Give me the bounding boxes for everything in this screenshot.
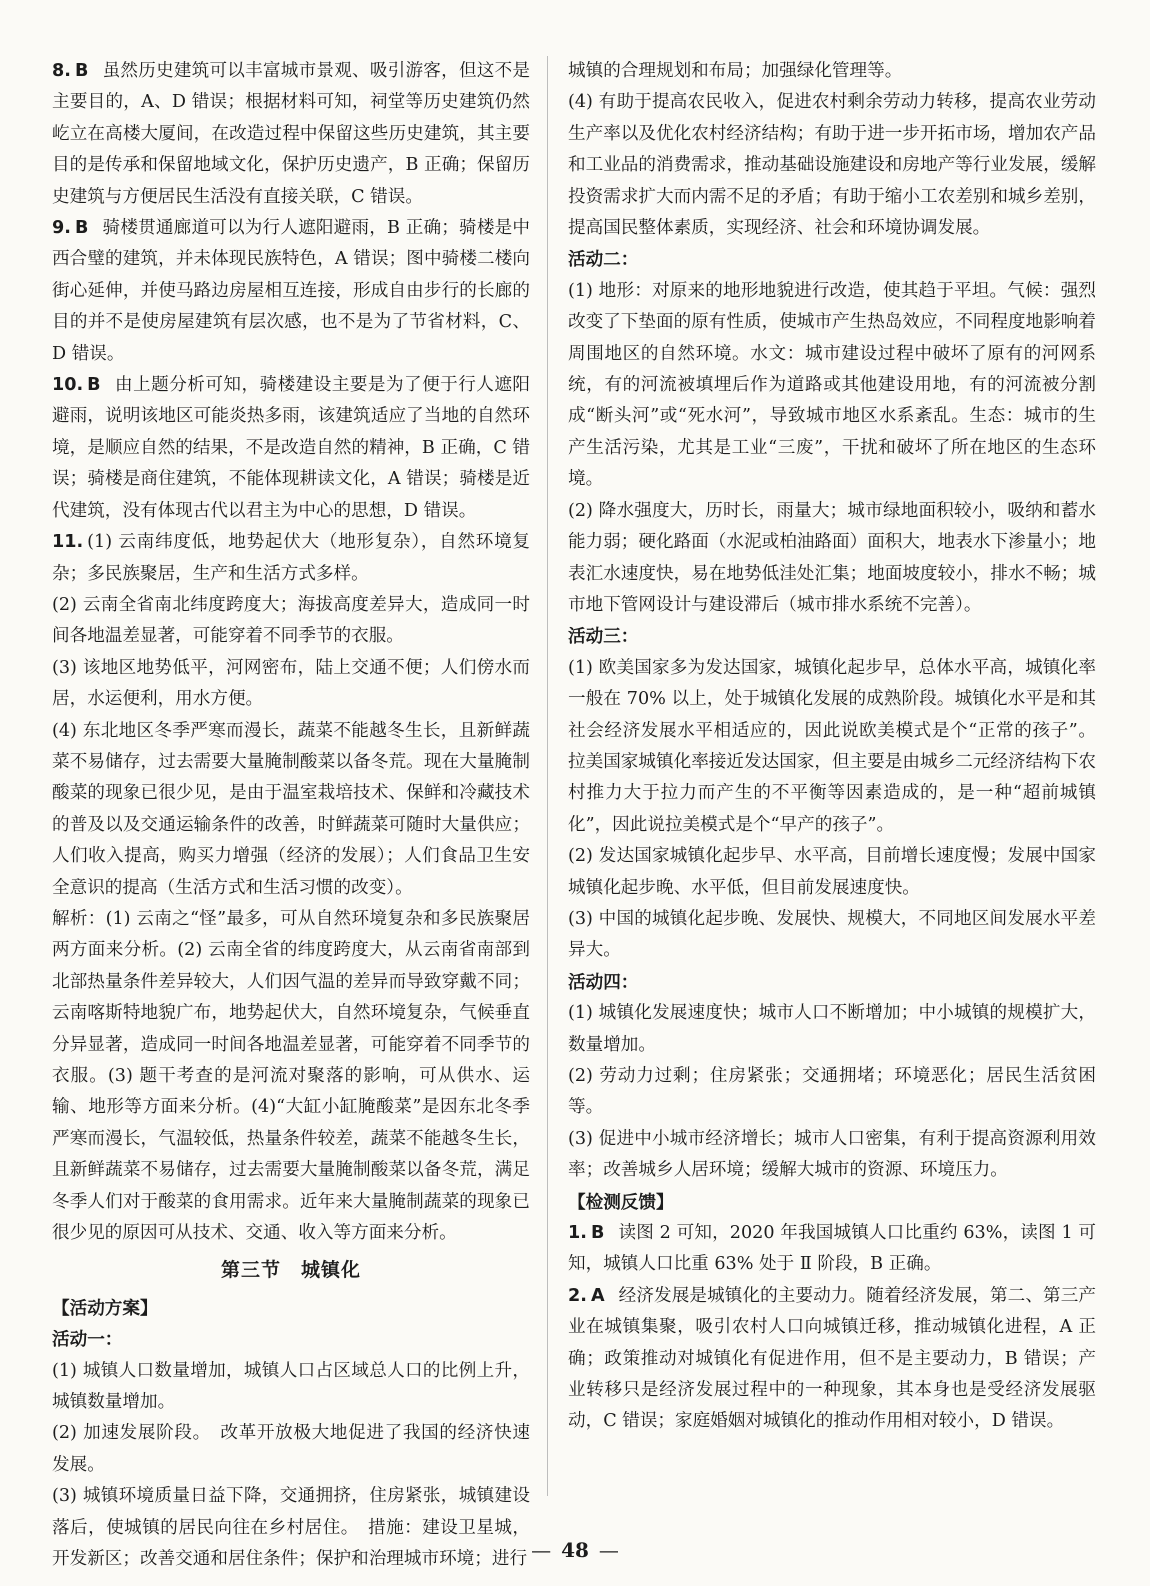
page-footer bbox=[0, 1538, 1150, 1562]
answer-explanation: 虽然历史建筑可以丰富城市景观、吸引游客，但这不是主要目的，A、D 错误；根据材料可知，祠堂等历史建筑仍然屹立在高楼大厦间，在改造过程中保留这些历史建筑，其主要目的是传承和保留地域文化，保护历史遗产，B 正确；保留历史建筑与方便居民生活没有直接关联，C 错误。 bbox=[52, 61, 530, 207]
answer-choice: B bbox=[74, 218, 89, 239]
answer-paragraph: (4) 东北地区冬季严寒而漫长，蔬菜不能越冬生长，且新鲜蔬菜不易储存，过去需要大量腌制酸菜以备冬荒。现在大量腌制酸菜的现象已很少见，是由于温室栽培技术、保鲜和冷藏技术的普及以及交通运输条件的改善，时鲜蔬菜可随时大量供应；人们收入提高，购买力增强（经济的发展）；人们食品卫生安全意识的提高（生活方式和生活习惯的改变）。 bbox=[52, 720, 530, 898]
answer-choice: A bbox=[590, 1285, 605, 1306]
activity-heading: 活动二： bbox=[568, 249, 639, 271]
footer-dash-right: — bbox=[598, 1538, 619, 1562]
answer-paragraph: (2) 云南全省南北纬度跨度大；海拔高度差异大，造成同一时间各地温差显著，可能穿着不同季节的衣服。 bbox=[52, 594, 530, 647]
answer-explanation: 读图 2 可知，2020 年我国城镇人口比重约 63%，读图 1 可知，城镇人口比重 63% 处于 Ⅱ 阶段，B 正确。 bbox=[568, 1223, 1096, 1275]
question-answer bbox=[568, 1218, 1096, 1281]
answer-paragraph: (3) 该地区地势低平，河网密布，陆上交通不便；人们傍水而居，水运便利，用水方便。 bbox=[52, 657, 530, 710]
question-number: 9. bbox=[52, 218, 71, 239]
answer-explanation: 骑楼贯通廊道可以为行人遮阳避雨，B 正确；骑楼是中西合璧的建筑，并未体现民族特色，A 错误；图中骑楼二楼向街心延伸，并使马路边房屋相互连接，形成自由步行的长廊的目的并不是使房屋建筑有层次感，也不是为了节省材料，C、D 错误。 bbox=[52, 218, 530, 364]
question-answer bbox=[52, 527, 530, 590]
left-column bbox=[52, 56, 530, 1576]
answer-paragraph: (2) 劳动力过剩；住房紧张；交通拥堵；环境恶化；居民生活贫困等。 bbox=[568, 1066, 1096, 1118]
answer-explanation: 由上题分析可知，骑楼建设主要是为了便于行人遮阳避雨，说明该地区可能炎热多雨，该建筑适应了当地的自然环境，是顺应自然的结果，不是改造自然的精神，B 正确，C 错误；骑楼是商住建筑，不能体现耕读文化，A 错误；骑楼是近代建筑，没有体现古代以君主为中心的思想，D 错误。 bbox=[52, 375, 530, 521]
column-divider bbox=[547, 56, 548, 1496]
activity-heading: 【检测反馈】 bbox=[568, 1191, 674, 1213]
right-column bbox=[568, 56, 1096, 1438]
page-number: 48 bbox=[561, 1538, 589, 1562]
answer-choice: B bbox=[74, 61, 89, 81]
activity-heading: 活动四： bbox=[568, 971, 639, 993]
answer-paragraph: (3) 促进中小城市经济增长；城市人口密集，有利于提高资源利用效率；改善城乡人居环境；缓解大城市的资源、环境压力。 bbox=[568, 1128, 1096, 1181]
answer-paragraph: (1) 城镇化发展速度快；城市人口不断增加；中小城镇的规模扩大，数量增加。 bbox=[568, 1003, 1096, 1055]
answer-paragraph: (2) 加速发展阶段。 改革开放极大地促进了我国的经济快速发展。 bbox=[52, 1423, 530, 1475]
answer-paragraph: (2) 发达国家城镇化起步早、水平高，目前增长速度慢；发展中国家城镇化起步晚、水平低，但目前发展速度快。 bbox=[568, 846, 1096, 898]
activity-heading: 活动一： bbox=[52, 1329, 123, 1351]
answer-choice: B bbox=[590, 1223, 605, 1244]
answer-explanation: 经济发展是城镇化的主要动力。随着经济发展，第二、第三产业在城镇集聚，吸引农村人口向城镇迁移，推动城镇化进程，A 正确；政策推动对城镇化有促进作用，但不是主要动力，B 错误；产业转移只是经济发展过程中的一种现象，其本身也是受经济发展驱动，C 错误；家庭婚姻对城镇化的推动作用相对较小，D 错误。 bbox=[568, 1285, 1096, 1432]
activity-heading: 活动三： bbox=[568, 626, 639, 648]
question-answer bbox=[52, 370, 530, 527]
answer-paragraph: (2) 降水强度大，历时长，雨量大；城市绿地面积较小，吸纳和蓄水能力弱；硬化路面（水泥或柏油路面）面积大，地表水下渗量小；地表汇水速度快，易在地势低洼处汇集；地面坡度较小，排水不畅；城市地下管网设计与建设滞后（城市排水系统不完善）。 bbox=[568, 500, 1096, 615]
question-number: 2. bbox=[568, 1285, 587, 1306]
question-number: 1. bbox=[568, 1223, 587, 1244]
section-title: 第三节 城镇化 bbox=[220, 1259, 361, 1282]
answer-paragraph: (1) 欧美国家多为发达国家，城镇化起步早，总体水平高，城镇化率一般在 70% 以上，处于城镇化发展的成熟阶段。城镇化水平是和其社会经济发展水平相适应的，因此说欧美模式是个“正常的孩子”。拉美国家城镇化率接近发达国家，但主要是由城乡二元经济结构下农村推力大于拉力而产生的不平衡等因素造成的，是一种“超前城镇化”，因此说拉美模式是个“早产的孩子”。 bbox=[568, 657, 1096, 835]
question-number: 8. bbox=[52, 61, 71, 81]
answer-paragraph: 解析：(1) 云南之“怪”最多，可从自然环境复杂和多民族聚居两方面来分析。(2) 云南全省的纬度跨度大，从云南省南部到北部热量条件差异较大，人们因气温的差异而导致穿戴不同；云南喀斯特地貌广布，地势起伏大，自然环境复杂，气候垂直分异显著，造成同一时间各地温差显著，可能穿着不同季节的衣服。(3) 题干考查的是河流对聚落的影响，可从供水、运输、地形等方面来分析。(4)“大缸小缸腌酸菜”是因东北冬季严寒而漫长，气温较低，热量条件较差，蔬菜不能越冬生长，且新鲜蔬菜不易储存，过去需要大量腌制酸菜以备冬荒，满足冬季人们对于酸菜的食用需求。近年来大量腌制蔬菜的现象已很少见的原因可从技术、交通、收入等方面来分析。 bbox=[52, 908, 530, 1244]
answer-paragraph: (1) 地形：对原来的地形地貌进行改造，使其趋于平坦。气候：强烈改变了下垫面的原有性质，使城市产生热岛效应，不同程度地影响着周围地区的自然环境。水文：城市建设过程中破坏了原有的河网系统，有的河流被填埋后作为道路或其他建设用地，有的河流被分割成“断头河”或“死水河”，导致城市地区水系紊乱。生态：城市的生产生活污染，尤其是工业“三废”，干扰和破坏了所在地区的生态环境。 bbox=[568, 280, 1096, 490]
question-answer bbox=[52, 56, 530, 213]
activity-heading: 【活动方案】 bbox=[52, 1297, 158, 1319]
answer-paragraph: (1) 城镇人口数量增加，城镇人口占区域总人口的比例上升，城镇数量增加。 bbox=[52, 1360, 530, 1413]
question-number: 10. bbox=[52, 375, 84, 396]
footer-dash-left: — bbox=[531, 1538, 552, 1562]
answer-explanation: (1) 云南纬度低，地势起伏大（地形复杂），自然环境复杂；多民族聚居，生产和生活方式多样。 bbox=[52, 532, 530, 584]
question-answer bbox=[568, 1281, 1096, 1438]
answer-paragraph: (3) 城镇环境质量日益下降，交通拥挤，住房紧张，城镇建设落后，使城镇的居民向往在乡村居住。 措施：建设卫星城，开发新区；改善交通和居住条件；保护和治理城市环境；进行 bbox=[52, 1486, 530, 1570]
question-number: 11. bbox=[52, 532, 84, 553]
answer-paragraph: 城镇的合理规划和布局；加强绿化管理等。 bbox=[568, 61, 903, 81]
answer-paragraph: (4) 有助于提高农民收入，促进农村剩余劳动力转移，提高农业劳动生产率以及优化农村经济结构；有助于进一步开拓市场，增加农产品和工业品的消费需求，推动基础设施建设和房地产等行业发展，缓解投资需求扩大而内需不足的矛盾；有助于缩小工农差别和城乡差别，提高国民整体素质，实现经济、社会和环境协调发展。 bbox=[568, 92, 1096, 239]
answer-choice: B bbox=[87, 375, 101, 396]
answer-paragraph: (3) 中国的城镇化起步晚、发展快、规模大，不同地区间发展水平差异大。 bbox=[568, 908, 1096, 961]
question-answer bbox=[52, 213, 530, 370]
